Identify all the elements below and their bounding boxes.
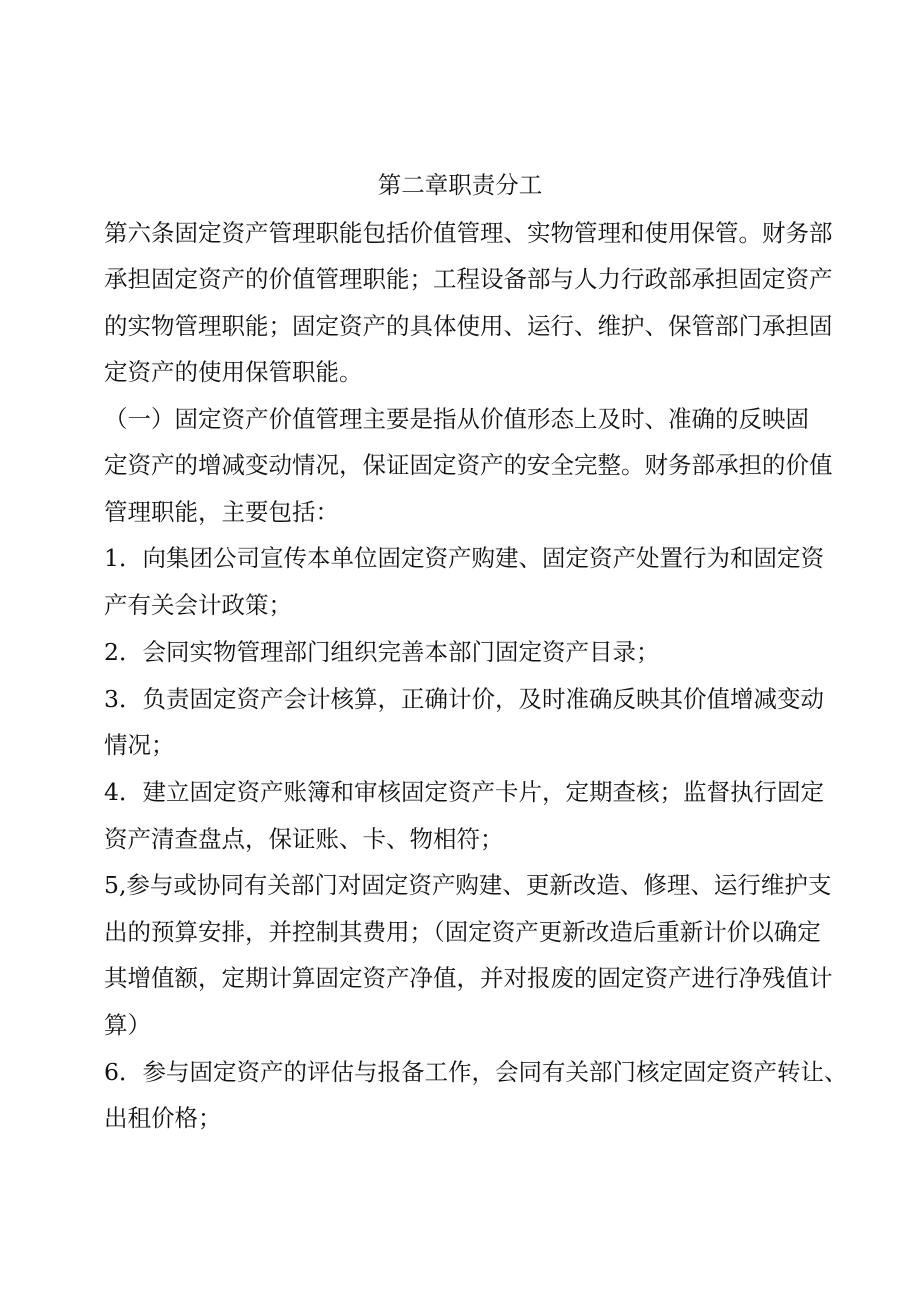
text-line: 2．会同实物管理部门组织完善本部门固定资产目录； (104, 638, 660, 666)
text-line: 管理职能，主要包括： (104, 498, 339, 526)
text-line: 出的预算安排，并控制其费用；（固定资产更新改造后重新计价以确定 (104, 918, 821, 946)
text-line: 4．建立固定资产账簿和审核固定资产卡片，定期查核；监督执行固定 (104, 778, 824, 806)
text-line: 第六条固定资产管理职能包括价值管理、实物管理和使用保管。财务部 (104, 219, 833, 247)
text-line: 定资产的使用保管职能。 (104, 358, 363, 386)
chapter-title: 第二章职责分工 (377, 171, 543, 199)
text-line: 其增值额，定期计算固定资产净值，并对报废的固定资产进行净残值计 (104, 964, 833, 992)
text-line: 产有关会计政策； (104, 591, 292, 619)
text-line: 算） (104, 1011, 151, 1039)
text-line: 承担固定资产的价值管理职能；工程设备部与人力行政部承担固定资产 (104, 265, 833, 293)
text-line: 3．负责固定资产会计核算，正确计价，及时准确反映其价值增减变动 (104, 685, 824, 713)
text-line: 出租价格； (104, 1104, 222, 1132)
text-line: 6．参与固定资产的评估与报备工作，会同有关部门核定固定资产转让、 (104, 1058, 848, 1086)
text-line: 资产清查盘点，保证账、卡、物相符； (104, 825, 504, 853)
text-line: 1．向集团公司宣传本单位固定资产购建、固定资产处置行为和固定资 (104, 544, 824, 572)
text-line: 的实物管理职能；固定资产的具体使用、运行、维护、保管部门承担固 (104, 312, 833, 340)
text-line: 定资产的增减变动情况，保证固定资产的安全完整。财务部承担的价值 (104, 451, 833, 479)
text-line: 5,参与或协同有关部门对固定资产购建、更新改造、修理、运行维护支 (104, 871, 832, 899)
text-line: （一）固定资产价值管理主要是指从价值形态上及时、准确的反映固 (104, 405, 809, 433)
text-line: 情况； (104, 731, 175, 759)
